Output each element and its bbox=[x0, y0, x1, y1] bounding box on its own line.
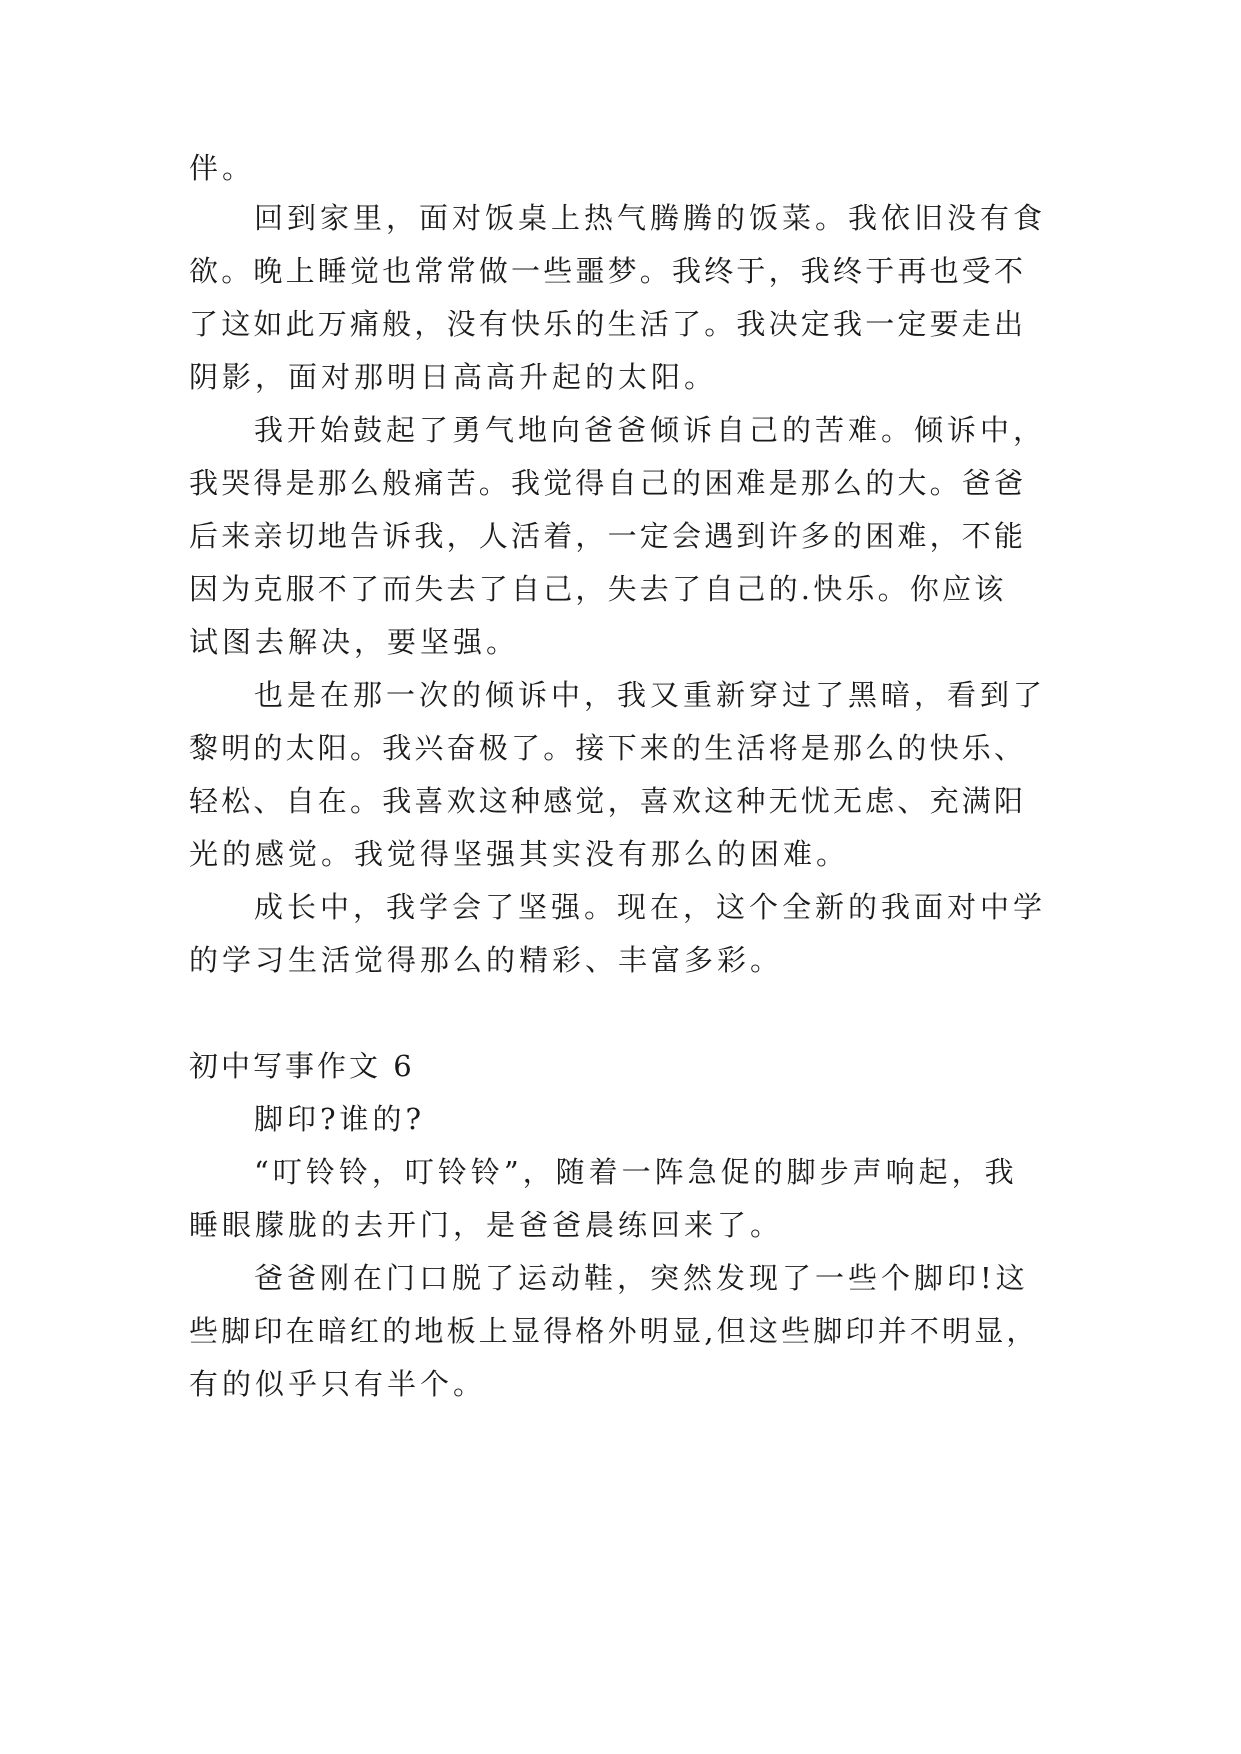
text-line: 黎明的太阳。我兴奋极了。接下来的生活将是那么的快乐、 bbox=[189, 731, 1027, 765]
text-line: 光的感觉。我觉得坚强其实没有那么的困难。 bbox=[189, 837, 850, 871]
text-line: 轻松、自在。我喜欢这种感觉，喜欢这种无忧无虑、充满阳 bbox=[189, 784, 1027, 818]
text-line: 睡眼朦胧的去开门，是爸爸晨练回来了。 bbox=[189, 1208, 784, 1242]
document-page bbox=[189, 0, 1049, 1754]
section-title: 初中写事作文 6 bbox=[189, 1049, 415, 1083]
text-line: 试图去解决，要坚强。 bbox=[189, 625, 520, 659]
text-line: 的学习生活觉得那么的精彩、丰富多彩。 bbox=[189, 943, 784, 977]
paragraph-start: 也是在那一次的倾诉中，我又重新穿过了黑暗，看到了 bbox=[254, 678, 1047, 712]
text-line: 后来亲切地告诉我，人活着，一定会遇到许多的困难，不能 bbox=[189, 519, 1027, 553]
text-line: 些脚印在暗红的地板上显得格外明显,但这些脚印并不明显， bbox=[189, 1314, 1039, 1348]
text-line: 欲。晚上睡觉也常常做一些噩梦。我终于，我终于再也受不 bbox=[189, 254, 1027, 288]
paragraph-start: 回到家里，面对饭桌上热气腾腾的饭菜。我依旧没有食 bbox=[254, 201, 1047, 235]
text-line: 伴。 bbox=[189, 151, 256, 185]
paragraph-start: 成长中，我学会了坚强。现在，这个全新的我面对中学 bbox=[254, 890, 1047, 924]
text-line: 我哭得是那么般痛苦。我觉得自己的困难是那么的大。爸爸 bbox=[189, 466, 1027, 500]
paragraph-start: “叮铃铃，叮铃铃”，随着一阵急促的脚步声响起，我 bbox=[254, 1155, 1018, 1189]
essay-heading: 脚印?谁的? bbox=[254, 1102, 426, 1136]
paragraph-start: 我开始鼓起了勇气地向爸爸倾诉自己的苦难。倾诉中， bbox=[254, 413, 1047, 447]
text-line: 阴影，面对那明日高高升起的太阳。 bbox=[189, 360, 718, 394]
text-line: 因为克服不了而失去了自己，失去了自己的.快乐。你应该 bbox=[189, 572, 1007, 606]
text-line: 了这如此万痛般，没有快乐的生活了。我决定我一定要走出 bbox=[189, 307, 1027, 341]
text-line: 有的似乎只有半个。 bbox=[189, 1367, 487, 1401]
paragraph-start: 爸爸刚在门口脱了运动鞋，突然发现了一些个脚印!这 bbox=[254, 1261, 1029, 1295]
